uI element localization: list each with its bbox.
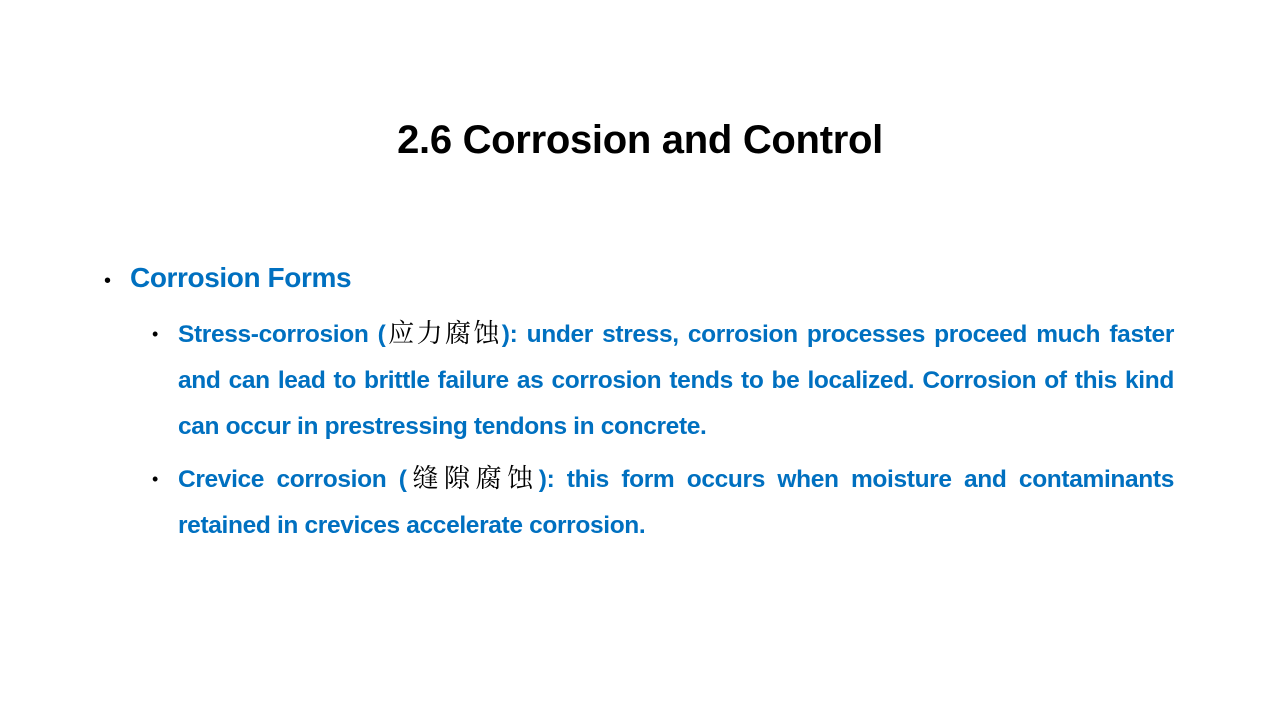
- item-term: Stress-corrosion: [178, 321, 369, 348]
- item-open-paren: (: [386, 466, 407, 493]
- item-text: [178, 311, 1174, 450]
- item-open-paren: (: [368, 321, 386, 348]
- bullet-dot: •: [104, 270, 112, 292]
- slide-title: 2.6 Corrosion and Control: [397, 118, 883, 162]
- item-text: [178, 456, 1174, 549]
- section-heading: Corrosion Forms: [130, 262, 352, 293]
- bullet-dot: •: [152, 324, 159, 344]
- item-close-paren: ):: [501, 321, 518, 348]
- list-item-crevice-corrosion: [152, 456, 1174, 549]
- section-bullet: [104, 262, 351, 294]
- item-chinese-term: 缝隙腐蚀: [406, 464, 539, 494]
- item-description: this form occurs when moisture and contaminants retained in crevices accelerate corrosion.: [178, 466, 1174, 539]
- item-term: Crevice corrosion: [178, 466, 387, 493]
- item-chinese-term: 应力腐蚀: [385, 319, 502, 349]
- item-close-paren: ):: [538, 466, 555, 493]
- bullet-dot: •: [152, 469, 159, 489]
- item-description: under stress, corrosion processes proceed much faster and can lead to brittle failure as corrosion tends to be localized. Corrosion of this kind can occur in prestressing tendons in concrete.: [178, 321, 1175, 440]
- list-item-stress-corrosion: [152, 311, 1174, 450]
